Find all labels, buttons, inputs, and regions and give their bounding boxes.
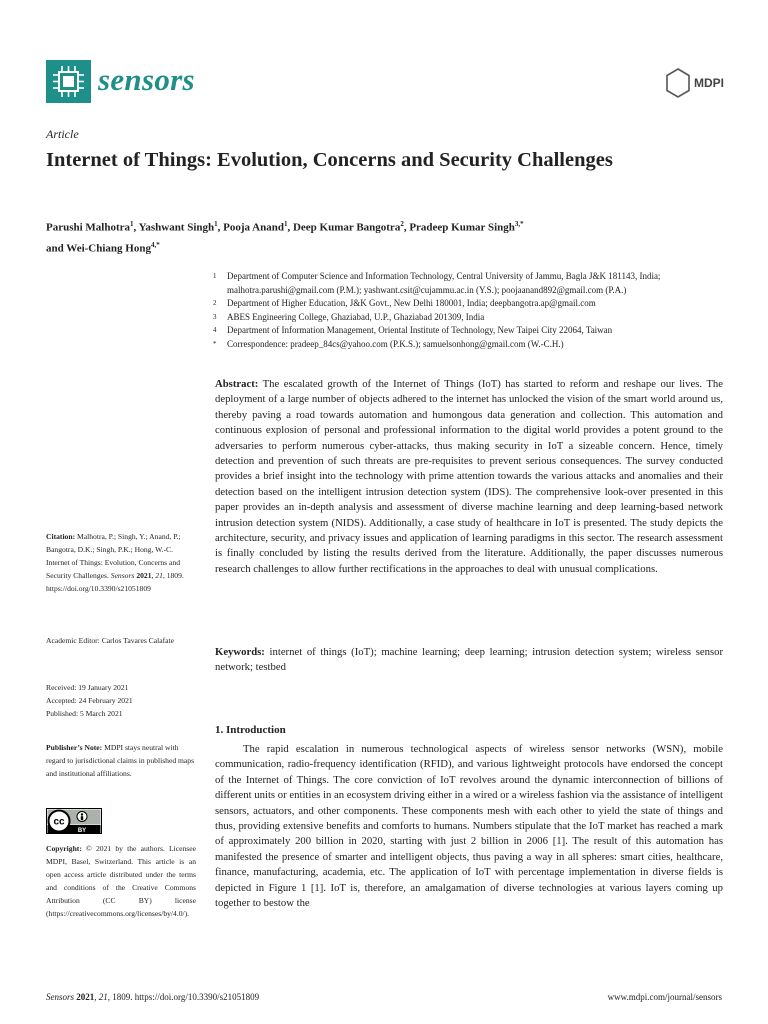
affiliation-number: 2 — [213, 299, 217, 308]
accepted-date: Accepted: 24 February 2021 — [46, 696, 133, 705]
citation-year: 2021 — [136, 571, 152, 580]
affiliation-text: Department of Computer Science and Information Technology, Central University of Jammu, Bagla J&K 181143, India; malhotra.parushi@gmail.com (P.M.); yashwant.csit@cujammu.ac.in (Y.S.); poojaanand892@gmail.com (P.A.) — [227, 271, 661, 295]
article-type: Article — [46, 127, 79, 141]
keywords-label: Keywords: — [215, 646, 265, 658]
abstract — [215, 377, 723, 577]
citation-label: Citation: — [46, 532, 76, 541]
section-heading: 1. Introduction — [215, 724, 286, 736]
affiliation-text: Department of Information Management, Oriental Institute of Technology, New Taipei City 22064, Taiwan — [227, 325, 613, 336]
cc-by-license-icon[interactable] — [46, 808, 102, 834]
author-name: Wei-Chiang Hong — [66, 242, 151, 255]
author-affiliation-mark: 1 — [283, 220, 288, 228]
author-affiliation-mark: 1 — [214, 220, 218, 228]
received-date: Received: 19 January 2021 — [46, 683, 129, 692]
footer-journal-url[interactable]: www.mdpi.com/journal/sensors — [607, 992, 722, 1002]
copyright-text: © 2021 by the authors. Licensee MDPI, Basel, Switzerland. This article is an open access article distributed under the terms and conditions of the Creative Commons Attribution (CC BY) license (https://creativecommons.org/licenses/by/4.0/). — [46, 844, 196, 918]
footer-doi-link[interactable]: , 1809. https://doi.org/10.3390/s21051809 — [107, 992, 260, 1002]
affiliations — [213, 270, 728, 352]
footer-journal: Sensors — [46, 992, 75, 1002]
publisher-note-text: MDPI stays neutral with regard to jurisdictional claims in published maps and institutional affiliations. — [46, 743, 195, 778]
citation-volume: 21 — [155, 571, 163, 580]
author-name: Yashwant Singh — [138, 221, 215, 234]
academic-editor — [46, 634, 196, 647]
author-name: Pooja Anand — [223, 221, 284, 234]
affiliation-item — [213, 324, 728, 338]
citation-text: Malhotra, P.; Singh, Y.; Anand, P.; Bangotra, D.K.; Singh, P.K.; Hong, W.-C. Internet of Things: Evolution, Concerns and Security Challenges. — [46, 532, 181, 580]
cc-mark: cc — [53, 816, 65, 828]
correspondence-text: Correspondence: pradeep_84cs@yahoo.com (P.K.S.); samuelsonhong@gmail.com (W.-C.H.) — [227, 338, 564, 349]
affiliation-number: 4 — [213, 326, 217, 335]
author-affiliation-mark: 4,* — [150, 240, 160, 249]
introduction-text: The rapid escalation in numerous technological aspects of wireless sensor networks (WSN), mobile communication, radio-frequency identification (RFID), and various lightweight protocols have endorsed the concept of the Internet of Things. The core conviction of IoT revolves around the dynamic interconnection of billions of different units or entities in an ecosystem driving either in a wired or a wireless fashion via the assistance of intelligent sensors, actuators, and other components. These components mesh with each other to yield the state of things and thus, providing extensive benefits and comforts to humans. Numbers stipulate that the IoT market has reached a mark of approximately 200 billion in 2020, starting with just 2 billion in 2006 [1]. The result of this automation has manifested the presence of smarter and intelligent objects, thus paving a way in all spheres: smart cities, healthcare, finance, manufacturing, academia, etc. The application of IoT with percentage implementation in diverse fields is depicted in Figure 1 [1]. IoT is, therefore, an amalgamation of diverse technologies at various layers coming up together to bestow the — [215, 743, 723, 910]
author-affiliation-mark: 3,* — [514, 220, 524, 228]
publisher-name: MDPI — [694, 76, 724, 90]
by-mark: BY — [77, 828, 87, 834]
footer-citation: Sensors 2021, 21, 1809. https://doi.org/10.3390/s21051809 — [46, 992, 260, 1002]
keywords — [215, 645, 723, 676]
copyright-label: Copyright: — [46, 844, 82, 853]
copyright-block — [46, 842, 196, 920]
citation-block: Citation: Malhotra, P.; Singh, Y.; Anand, P.; Bangotra, D.K.; Singh, P.K.; Hong, W.-C. Internet of Things: Evolution, Concerns and Security Challenges. Sensors 2021, 21, 1809. https://doi.org/10.3390/s21051809 — [46, 532, 184, 593]
citation-journal: Sensors — [110, 571, 135, 580]
publisher-note — [46, 741, 196, 780]
publisher-note-label: Publisher’s Note: — [46, 743, 103, 752]
editor-name: Carlos Tavares Calafate — [101, 636, 174, 645]
affiliation-item — [213, 270, 728, 297]
journal-name: sensors — [98, 62, 195, 97]
author-name: Parushi Malhotra — [46, 221, 131, 234]
paper-title: Internet of Things: Evolution, Concerns and Security Challenges — [46, 149, 613, 171]
author-affiliation-mark: 2 — [400, 220, 404, 228]
affiliation-text: ABES Engineering College, Ghaziabad, U.P., Ghaziabad 201309, India — [227, 311, 485, 322]
journal-logo-icon — [46, 60, 91, 103]
author-name: Deep Kumar Bangotra — [292, 221, 401, 234]
author-affiliation-mark: 1 — [130, 220, 134, 228]
editor-label: Academic Editor: — [46, 636, 100, 645]
affiliation-number: * — [213, 339, 217, 348]
publisher-logo — [666, 67, 724, 99]
footer-volume: 21 — [98, 992, 108, 1002]
affiliation-text: Department of Higher Education, J&K Govt., New Delhi 180001, India; deepbangotra.ap@gmail.com — [227, 298, 596, 309]
publication-dates — [46, 681, 196, 720]
citation-doi-link[interactable]: https://doi.org/10.3390/s21051809 — [46, 584, 151, 593]
affiliation-item — [213, 297, 728, 311]
author-list: Parushi Malhotra$^1$, Yashwant Singh$^1$, Pooja Anand$^1$, Deep Kumar Bangotra$^2$, Pradeep Kumar Singh$^{3,*}$ and Wei-Chiang Hong$^{4,*}$ — [46, 220, 524, 255]
author-name: Pradeep Kumar Singh — [409, 221, 515, 234]
affiliation-item — [213, 311, 728, 325]
affiliation-number: 3 — [213, 312, 217, 321]
affiliation-item — [213, 338, 728, 352]
affiliation-number: 1 — [213, 272, 217, 280]
mdpi-hexagon-icon — [666, 68, 690, 98]
citation-pages: 1809. — [166, 571, 184, 580]
published-date: Published: 5 March 2021 — [46, 709, 123, 718]
abstract-text: The escalated growth of the Internet of Things (IoT) has started to reform and reshape our lives. The deployment of a large number of objects adhered to the internet has unlocked the vision of the smart world around us, thereby paving a road towards automation and humongous data generation and collection. This automation and continuous explosion of personal and professional information to the digital world provides a potent ground to the adversaries to perform numerous cyber-attacks, thus making security in IoT a sizeable concern. Hence, timely detection and prevention of such threats are pre-requisites to prevent serious consequences. The survey conducted provides a brief insight into the technology with prime attention towards the various attacks and anomalies and their detection based on the intelligent intrusion detection system (IDS). The comprehensive look-over presented in this paper provides an in-depth analysis and assessment of diverse machine learning and deep learning-based network intrusion detection system (NIDS). Additionally, a case study of healthcare in IoT is presented. The study depicts the architecture, security, and privacy issues and application of learning paradigms in this sector. The research assessment is finally concluded by listing the results derived from the literature. Additionally, the paper discusses numerous research challenges to allow further rectifications in the approaches to deal with unusual complications. — [215, 378, 723, 575]
abstract-label: Abstract: — [215, 378, 259, 390]
keywords-text: internet of things (IoT); machine learning; deep learning; intrusion detection system; wireless sensor network; testbed — [215, 646, 724, 674]
footer-year: 2021 — [76, 992, 95, 1002]
